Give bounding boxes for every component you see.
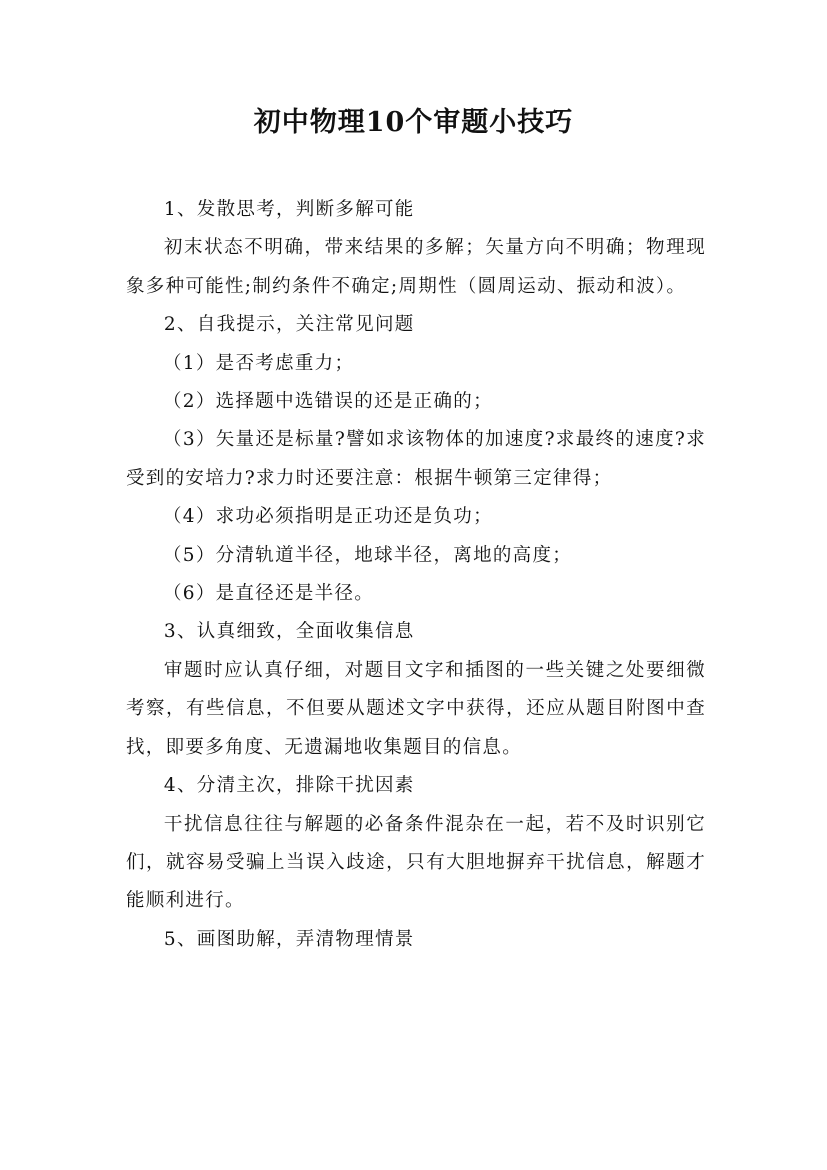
paragraph-4: 干扰信息往往与解题的必备条件混杂在一起，若不及时识别它们，就容易受骗上当误入歧途，只有大胆地摒弃干扰信息，解题才能顺利进行。 [126, 813, 706, 912]
section-heading-4: 4、分清主次，排除干扰因素 [163, 775, 415, 797]
list-item-4: （4）求功必须指明是正功还是负功； [163, 506, 493, 528]
section-heading-5: 5、画图助解，弄清物理情景 [163, 928, 415, 950]
section-heading-2: 2、自我提示，关注常见问题 [163, 314, 415, 336]
section-heading-3: 3、认真细致，全面收集信息 [163, 621, 415, 643]
paragraph-1: 初末状态不明确，带来结果的多解；矢量方向不明确；物理现象多种可能性;制约条件不确定;周期性（圆周运动、振动和波）。 [126, 237, 706, 297]
section-heading-1: 1、发散思考，判断多解可能 [163, 199, 415, 220]
list-item-6: （6）是直径还是半径。 [163, 583, 375, 605]
paragraph-3: 审题时应认真仔细，对题目文字和插图的一些关键之处要细微考察，有些信息，不但要从题述文字中获得，还应从题目附图中查找，即要多角度、无遗漏地收集题目的信息。 [126, 659, 706, 758]
document-body [126, 191, 706, 959]
list-item-3: （3）矢量还是标量?譬如求该物体的加速度?求最终的速度?求受到的安培力?求力时还要注意：根据牛顿第三定律得； [126, 429, 706, 489]
list-item-2: （2）选择题中选错误的还是正确的； [163, 391, 493, 413]
list-item-1: （1）是否考虑重力； [163, 352, 355, 374]
document-title: 初中物理10个审题小技巧 [253, 107, 574, 138]
list-item-5: （5）分清轨道半径，地球半径，离地的高度； [163, 544, 573, 566]
